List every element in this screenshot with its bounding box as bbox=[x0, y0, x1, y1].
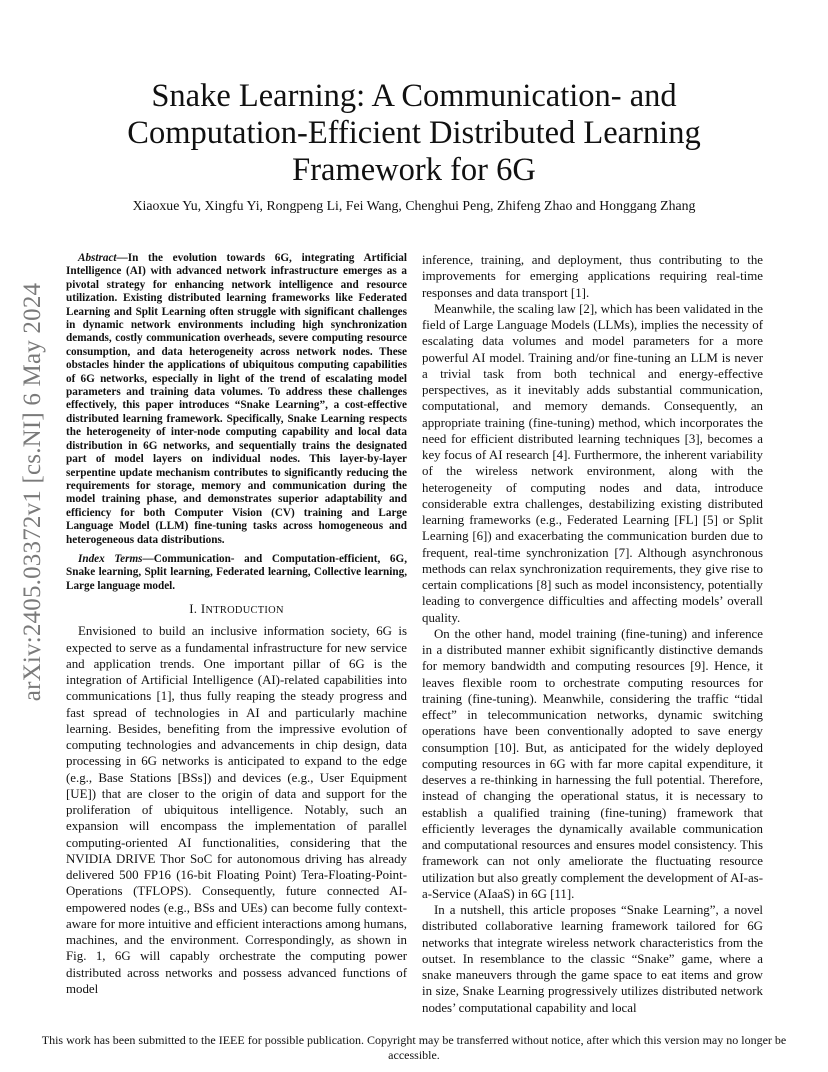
body-paragraph: Envisioned to build an inclusive information society, 6G is expected to serve as a fundamental infrastructure for new service and application trends. One important pillar of 6G is the integration of Artificial Intelligence (AI)-related capabilities into communications [1], thus fully reaping the steady progress and fast spread of technologies in AI and particularly machine learning. Besides, benefiting from the impressive evolution of computing technologies and advancements in chip design, data processing in 6G networks is anticipated to expand to the edge (e.g., Base Stations [BSs]) and devices (e.g., User Equipment [UE]) that are closer to the origin of data and support for the proliferation of ubiquitous intelligence. Notably, such an expansion will encompass the implementation of parallel computing-oriented AI functionalities, considering that the NVIDIA DRIVE Thor SoC for autonomous driving has already delivered 500 FP16 (16-bit Floating Point) Tera-Floating-Point-Operations (TFLOPS). Consequently, future connected AI-empowered nodes (e.g., BSs and UEs) can become fully context-aware for more intuitive and efficient interactions among humans, machines, and the environment. Correspondingly, as shown in Fig. 1, 6G will capably orchestrate the computing power distributed across networks and possess advanced functions of model bbox=[66, 624, 407, 996]
abstract-text: —In the evolution towards 6G, integrating Artificial Intelligence (AI) with advanced network infrastructure emerges as a pivotal strategy for enhancing network intelligence and resource utilization. Existing distributed learning frameworks like Federated Learning and Split Learning often struggle with significant challenges in dynamic network environments including high synchronization demands, costly communication overheads, severe computing resource consumption, and data heterogeneity across network nodes. These obstacles hinder the applications of ubiquitous computing capabilities of 6G networks, especially in light of the trend of escalating model parameters and training data volumes. To address these challenges effectively, this paper introduces “Snake Learning”, a cost-effective distributed learning framework. Specifically, Snake Learning respects the heterogeneity of inter-node computing capability and local data distribution in 6G networks, and sequentially trains the designated part of model layers on individual nodes. This layer-by-layer serpentine update mechanism contributes to significantly reducing the requirements for storage, memory and communication during the model training phase, and demonstrates superior adaptability and efficiency for both Computer Vision (CV) training and Large Language Model (LLM) fine-tuning tasks across homogeneous and heterogeneous data distributions. bbox=[66, 252, 407, 546]
arxiv-sidebar-stamp bbox=[18, 282, 48, 702]
author-list: Xiaoxue Yu, Xingfu Yi, Rongpeng Li, Fei Wang, Chenghui Peng, Zhifeng Zhao and Honggang Zhang bbox=[132, 198, 696, 213]
body-paragraph: On the other hand, model training (fine-tuning) and inference in a distributed manner exhibit significantly distinctive demands for memory bandwidth and computing resources [9]. Hence, it leaves flexible room to orchestrate computing resources for training (fine-tuning). Meanwhile, considering the traffic “tidal effect” in telecommunication networks, dynamic switching operations have been conventionally adopted to save energy consumption [10]. But, as anticipated for the widely deployed computing resources in 6G with far more capital expenditure, it deserves a re-thinking in harnessing the full potential. Therefore, instead of changing the operational status, it is necessary to establish a qualified training (fine-tuning) framework that efficiently leverages the dynamically available communication and computational resources and ensures model consistency. This framework can not only ameliorate the fluctuating resource utilization but also greatly complement the development of AI-as-a-Service (AIaaS) in 6G [11]. bbox=[422, 626, 763, 901]
title-line: Framework for 6G bbox=[292, 152, 536, 188]
right-column bbox=[422, 252, 763, 1016]
abstract-label: Abstract bbox=[78, 252, 117, 264]
section-numeral: I. I bbox=[189, 602, 206, 617]
arxiv-identifier: arXiv:2405.03372v1 [cs.NI] 6 May 2024 bbox=[19, 282, 46, 702]
title-line: Computation-Efficient Distributed Learning bbox=[127, 115, 701, 151]
paper-title bbox=[80, 78, 748, 189]
index-terms-label: Index Terms bbox=[78, 552, 143, 565]
section-title: NTRODUCTION bbox=[205, 605, 284, 617]
copyright-footnote: This work has been submitted to the IEEE for possible publication. Copyright may be transferred without notice, after which this version may no longer be accessible. bbox=[41, 1033, 787, 1062]
index-terms-text: —Communication- and Computation-efficient, 6G, Snake learning, Split learning, Federated learning, Collective learning, Large language model. bbox=[66, 552, 407, 592]
abstract bbox=[66, 252, 407, 547]
body-paragraph: inference, training, and deployment, thus contributing to the improvements for emerging applications requiring real-time responses and data transport [1]. bbox=[422, 253, 763, 300]
section-heading bbox=[66, 601, 407, 619]
left-column bbox=[66, 252, 407, 997]
body-paragraph: Meanwhile, the scaling law [2], which has been validated in the field of Large Language Models (LLMs), implies the necessity of escalating data volumes and model parameters for a more powerful AI model. Training and/or fine-tuning an LLM is never a trivial task from both technical and energy-effective perspectives, as it inevitably adds substantial communication, computational, and memory demands. Consequently, an appropriate training (fine-tuning) method, which incorporates the need for efficient distributed learning techniques [3], becomes a key focus of AI research [4]. Furthermore, the inherent variability of the wireless network environment, along with the heterogeneity of computing nodes and data, introduce considerable extra challenges, destabilizing existing distributed learning frameworks (e.g., Federated Learning [FL] [5] or Split Learning [6]) and exacerbating the communication burden due to frequent, real-time synchronization [7]. Although asynchronous methods can relax synchronization requirements, they give rise to certain complications [8] such as model inconsistency, potentially leading to convergence difficulties and affecting models’ overall quality. bbox=[422, 301, 763, 625]
index-terms bbox=[66, 553, 407, 593]
body-paragraph: In a nutshell, this article proposes “Snake Learning”, a novel distributed collaborative learning framework tailored for 6G networks that integrate wireless network characteristics from the outset. In resemblance to the classic “Snake” game, where a snake maneuvers through the game space to eat items and grow in size, Snake Learning progressively utilizes distributed network nodes’ computational capability and local bbox=[422, 903, 763, 1015]
title-line: Snake Learning: A Communication- and bbox=[151, 78, 677, 114]
